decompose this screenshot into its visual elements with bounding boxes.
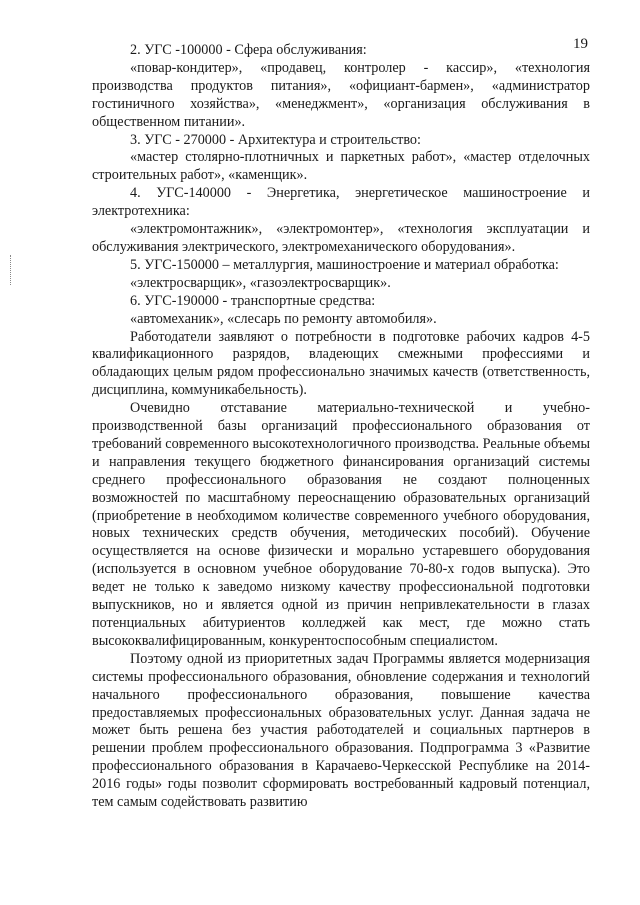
section-professions-4: «электромонтажник», «электромонтер», «технология эксплуатации и обслуживания электрического, электромеханического оборудования».	[92, 221, 590, 255]
margin-mark	[10, 255, 13, 285]
infrastructure-paragraph: Очевидно отставание материально-технической и учебно-производственной базы организаций профессионального образования от требований современного высокотехнологичного производства. Реальные объемы и направления текущего бюджетного финансирования организаций системы среднего профессионального образования не создают полноценных возможностей по масштабному переоснащению образовательных организаций (приобретение в необходимом количестве современного учебного оборудования, новых технических средств обучения, методических пособий). Обучение осуществляется на основе физически и морально устаревшего оборудования (используется в основном учебное оборудование 70-80-х годов выпуска). Это ведет не только к заведомо низкому качеству профессиональной подготовки выпускников, но и является одной из причин непривлекательности в глазах потенциальных абитуриентов колледжей как мест, где можно стать высококвалифицированным, конкурентоспособным специалистом.	[92, 400, 590, 649]
section-heading-2: 2. УГС -100000 - Сфера обслуживания:	[130, 42, 367, 58]
section-heading-5: 5. УГС-150000 – металлургия, машиностроение и материал обработка:	[130, 256, 559, 273]
section-professions-3: «мастер столярно-плотничных и паркетных работ», «мастер отделочных строительных работ», «каменщик».	[92, 149, 590, 184]
section-professions-2: «повар-кондитер», «продавец, контролер - кассир», «технология производства продуктов питания», «официант-бармен», «администратор гостиничного хозяйства», «менеджмент», «организация обслуживания в общественном питании».	[92, 59, 590, 130]
priority-tasks-paragraph: Поэтому одной из приоритетных задач Программы является модернизация системы профессионального образования, обновление содержания и технологий начального профессионального образования, повышение качества предоставляемых профессиональных образовательных услуг. Данная задача не может быть решена без участия работодателей и социальных партнеров в решении проблем профессионального образования. Подпрограмма 3 «Развитие профессионального образования в Карачаево-Черкесской Республике на 2014-2016 годы» годы позволит сформировать востребованный кадровый потенциал, тем самым содействовать развитию	[92, 650, 590, 811]
section-professions-6: «автомеханик», «слесарь по ремонту автомобиля».	[130, 310, 437, 327]
section-professions-5: «электросварщик», «газоэлектросварщик».	[130, 274, 391, 291]
section-heading-3: 3. УГС - 270000 - Архитектура и строительство:	[130, 131, 421, 148]
employers-paragraph: Работодатели заявляют о потребности в подготовке рабочих кадров 4-5 квалификационного разрядов, владеющих смежными профессиями и обладающих целым рядом профессионально значимых качеств (ответственность, дисциплина, коммуникабельность).	[92, 328, 590, 399]
document-body	[92, 42, 590, 812]
section-heading-4: 4. УГС-140000 - Энергетика, энергетическое машиностроение и электротехника:	[92, 185, 590, 220]
page-number: 19	[573, 36, 588, 52]
section-heading-6: 6. УГС-190000 - транспортные средства:	[130, 292, 376, 309]
